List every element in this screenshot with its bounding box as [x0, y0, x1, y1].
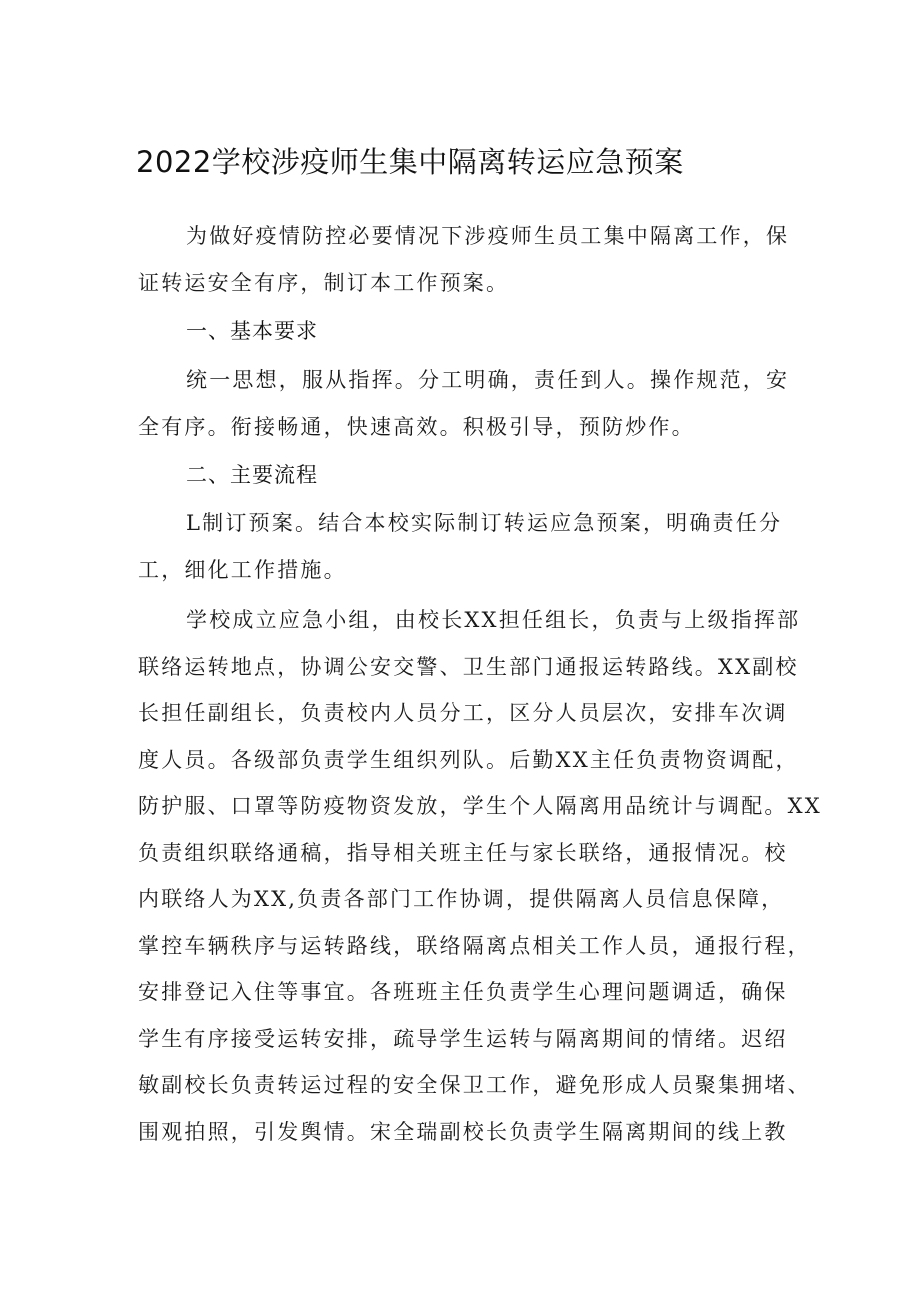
text-line: 全有序。衔接畅通，快速高效。积极引导，预防炒作。 [138, 414, 695, 439]
section-heading-main-process: 二、主要流程 [186, 463, 318, 487]
text-line: 安排登记入住等事宜。各班班主任负责学生心理问题调适，确保 [138, 980, 788, 1004]
text-line: 证转运安全有序，制订本工作预案。 [138, 270, 510, 295]
text-line: 度人员。各级部负责学生组织列队。后勤XX主任负责物资调配， [138, 747, 799, 772]
process-item-1-paragraph [138, 500, 798, 593]
text-line: 长担任副组长，负责校内人员分工，区分人员层次，安排车次调 [138, 701, 788, 725]
text-line: 为做好疫情防控必要情况下涉疫师生员工集中隔离工作，保 [186, 224, 790, 248]
text-line: 负责组织联络通稿，指导相关班主任与家长联络，通报情况。校 [138, 840, 788, 865]
text-line: 工，细化工作措施。 [138, 557, 347, 582]
text-line: 学校成立应急小组，由校长XX担任组长，负责与上级指挥部 [186, 608, 801, 632]
emergency-team-paragraph [138, 597, 822, 1155]
text-line: 统一思想，服从指挥。分工明确，责任到人。操作规范，安 [186, 368, 790, 392]
basic-requirements-paragraph [138, 357, 798, 450]
text-line: 内联络人为XX,负责各部门工作协调，提供隔离人员信息保障， [138, 887, 785, 911]
document-title: 2022学校涉疫师生集中隔离转运应急预案 [136, 145, 684, 179]
text-line: 敏副校长负责转运过程的安全保卫工作，避免形成人员聚集拥堵、 [138, 1073, 811, 1097]
text-line: 联络运转地点，协调公安交警、卫生部门通报运转路线。XX副校 [138, 654, 799, 679]
text-line: 围观拍照，引发舆情。宋全瑞副校长负责学生隔离期间的线上教 [138, 1119, 788, 1144]
text-line: L制订预案。结合本校实际制订转运应急预案，明确责任分 [186, 511, 783, 535]
intro-paragraph [138, 213, 798, 306]
section-heading-basic-requirements: 一、基本要求 [186, 319, 318, 343]
text-line: 掌控车辆秩序与运转路线，联络隔离点相关工作人员，通报行程， [138, 933, 811, 958]
text-line: 防护服、口罩等防疫物资发放，学生个人隔离用品统计与调配。XX [138, 794, 822, 818]
text-line: 学生有序接受运转安排，疏导学生运转与隔离期间的情绪。迟绍 [138, 1026, 788, 1051]
